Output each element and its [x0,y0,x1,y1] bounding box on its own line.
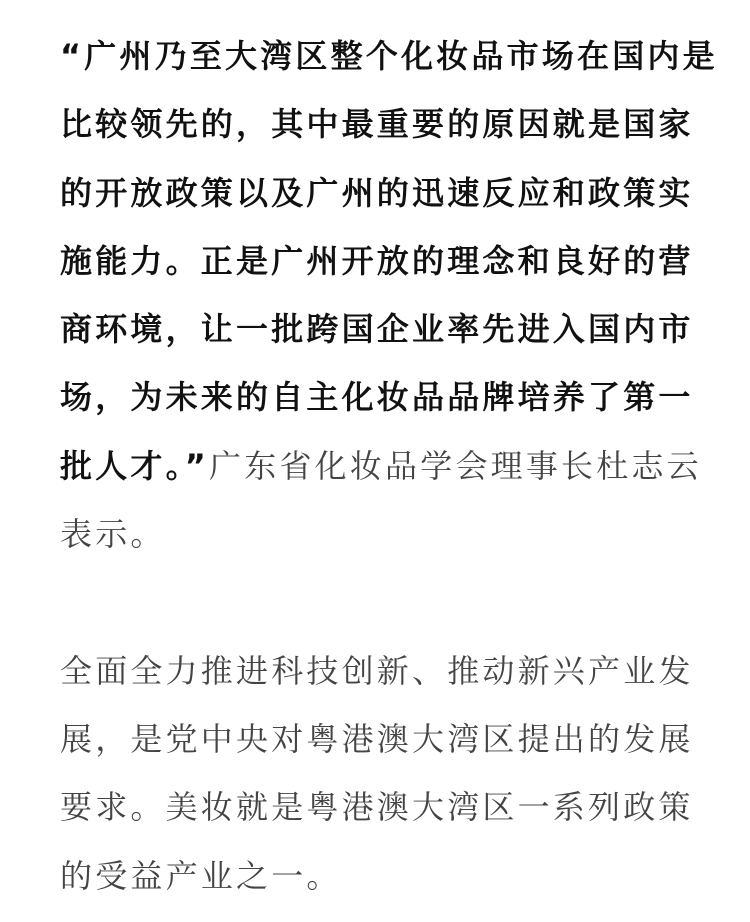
quote-paragraph [60,22,718,568]
article-body [60,22,718,910]
quote-line: 比较领先的，其中最重要的原因就是国家 [60,105,694,144]
quote-line: 的开放政策以及广州的迅速反应和政策实 [60,173,694,212]
body-line: 全面全力推进科技创新、推动新兴产业发 [60,651,694,690]
quote-line: 商环境，让一批跨国企业率先进入国内市 [60,310,694,349]
quote-line: 施能力。正是广州开放的理念和良好的营 [60,241,694,280]
body-line: 的受益产业之一。 [60,856,342,895]
quote-ending: 批人才。” [60,446,210,485]
body-line: 展，是党中央对粤港澳大湾区提出的发展 [60,719,694,758]
quote-last-line [60,432,702,500]
quote-line: 场，为未来的自主化妆品品牌培养了第一 [60,378,694,417]
paragraph-spacer [60,568,690,636]
attribution-text: 广东省化妆品学会理事长杜志云 [209,446,702,485]
quote-line: “广州乃至大湾区整个化妆品市场在国内是 [60,37,718,75]
body-line: 要求。美妆就是粤港澳大湾区一系列政策 [60,788,694,827]
attribution-end: 表示。 [60,515,166,554]
body-paragraph [60,637,694,910]
